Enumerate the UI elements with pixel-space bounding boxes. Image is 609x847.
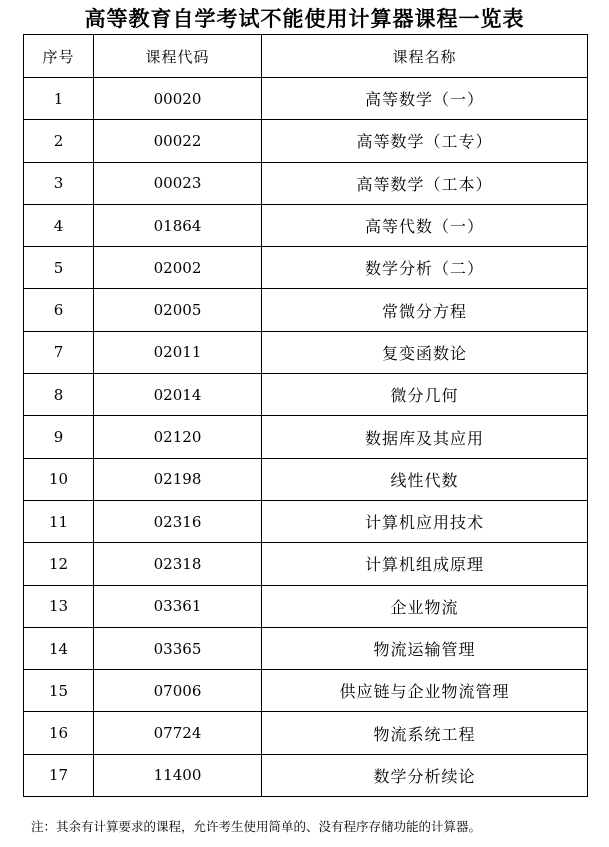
row-seq-cell: 6 xyxy=(24,289,94,331)
row-seq-cell: 13 xyxy=(24,585,94,627)
row-name-cell: 供应链与企业物流管理 xyxy=(262,670,588,712)
row-name-cell: 企业物流 xyxy=(262,585,588,627)
table-row xyxy=(24,500,588,542)
table-row xyxy=(24,247,588,289)
row-name-cell: 线性代数 xyxy=(262,458,588,500)
table-row xyxy=(24,374,588,416)
header-seq: 序号 xyxy=(24,35,94,78)
table-row xyxy=(24,120,588,162)
header-name: 课程名称 xyxy=(262,35,588,78)
course-table xyxy=(23,34,588,797)
row-seq-cell: 8 xyxy=(24,374,94,416)
row-name-cell: 微分几何 xyxy=(262,374,588,416)
row-code-cell: 00022 xyxy=(94,120,262,162)
row-seq-cell: 3 xyxy=(24,162,94,204)
row-name-cell: 高等代数（一） xyxy=(262,204,588,246)
table-row xyxy=(24,627,588,669)
table-row xyxy=(24,78,588,120)
table-row xyxy=(24,712,588,754)
row-code-cell: 02120 xyxy=(94,416,262,458)
row-code-cell: 02318 xyxy=(94,543,262,585)
row-seq-cell: 15 xyxy=(24,670,94,712)
row-seq-cell: 1 xyxy=(24,78,94,120)
table-row xyxy=(24,670,588,712)
row-code-cell: 02014 xyxy=(94,374,262,416)
table-row xyxy=(24,754,588,796)
row-name-cell: 计算机应用技术 xyxy=(262,500,588,542)
row-code-cell: 02198 xyxy=(94,458,262,500)
row-code-cell: 00023 xyxy=(94,162,262,204)
row-name-cell: 数学分析续论 xyxy=(262,754,588,796)
table-row xyxy=(24,543,588,585)
table-row xyxy=(24,458,588,500)
footnote: 注：其余有计算要求的课程，允许考生使用简单的、没有程序存储功能的计算器。 xyxy=(31,819,482,834)
row-code-cell: 03365 xyxy=(94,627,262,669)
table-body xyxy=(24,78,588,797)
row-seq-cell: 7 xyxy=(24,331,94,373)
row-seq-cell: 2 xyxy=(24,120,94,162)
row-code-cell: 07006 xyxy=(94,670,262,712)
row-seq-cell: 12 xyxy=(24,543,94,585)
table-row xyxy=(24,204,588,246)
row-name-cell: 高等数学（工专） xyxy=(262,120,588,162)
row-code-cell: 02011 xyxy=(94,331,262,373)
row-name-cell: 复变函数论 xyxy=(262,331,588,373)
row-code-cell: 07724 xyxy=(94,712,262,754)
row-name-cell: 物流运输管理 xyxy=(262,627,588,669)
row-seq-cell: 17 xyxy=(24,754,94,796)
row-name-cell: 数学分析（二） xyxy=(262,247,588,289)
row-seq-cell: 14 xyxy=(24,627,94,669)
row-code-cell: 01864 xyxy=(94,204,262,246)
row-seq-cell: 5 xyxy=(24,247,94,289)
row-code-cell: 03361 xyxy=(94,585,262,627)
row-name-cell: 计算机组成原理 xyxy=(262,543,588,585)
row-name-cell: 高等数学（工本） xyxy=(262,162,588,204)
row-code-cell: 02316 xyxy=(94,500,262,542)
header-code: 课程代码 xyxy=(94,35,262,78)
table-row xyxy=(24,162,588,204)
row-code-cell: 11400 xyxy=(94,754,262,796)
row-code-cell: 02002 xyxy=(94,247,262,289)
table-row xyxy=(24,289,588,331)
row-seq-cell: 10 xyxy=(24,458,94,500)
table-row xyxy=(24,585,588,627)
row-name-cell: 常微分方程 xyxy=(262,289,588,331)
row-code-cell: 00020 xyxy=(94,78,262,120)
row-seq-cell: 9 xyxy=(24,416,94,458)
row-seq-cell: 16 xyxy=(24,712,94,754)
row-seq-cell: 11 xyxy=(24,500,94,542)
table-row xyxy=(24,331,588,373)
table-row xyxy=(24,416,588,458)
row-code-cell: 02005 xyxy=(94,289,262,331)
row-name-cell: 高等数学（一） xyxy=(262,78,588,120)
page-title: 高等教育自学考试不能使用计算器课程一览表 xyxy=(84,6,525,31)
row-name-cell: 数据库及其应用 xyxy=(262,416,588,458)
row-seq-cell: 4 xyxy=(24,204,94,246)
table-header-row xyxy=(24,35,588,78)
row-name-cell: 物流系统工程 xyxy=(262,712,588,754)
